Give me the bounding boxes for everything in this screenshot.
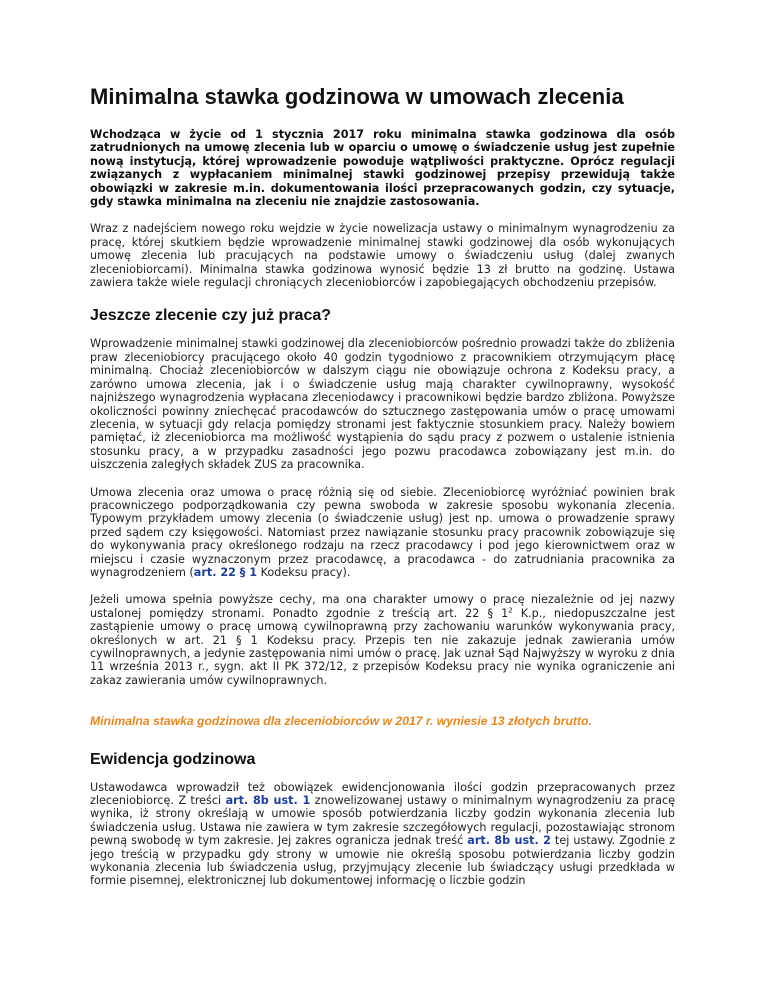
text-span: Jeżeli umowa spełnia powyższe cechy, ma ona charakter umowy o pracę niezależnie od jej nazwy ustalonej pomiędzy stronami. Ponadto zgodnie z treścią art. 22 § 1 [90, 593, 675, 620]
section-heading-1: Jeszcze zlecenie czy już praca? [90, 307, 332, 325]
text-span: tej ustawy. Zgodnie z jego treścią w przypadku gdy strony w umowie nie określą sposobu potwierdzania liczby godzin wykonania zlecenia lub świadczenia usług, przyjmujący zlecenie lub świadczący usługi przedkłada w formie pisemnej, elektronicznej lub dokumentowej informację o liczbie godzin [90, 834, 675, 888]
section1-paragraph-1: Wprowadzenie minimalnej stawki godzinowej dla zleceniobiorców pośrednio prowadzi także do zbliżenia praw zleceniobiorcy pracującego około 40 godzin tygodniowo z pracownikiem otrzymującym płacę minimalną. Chociaż zleceniobiorców w dalszym ciągu nie obowiązuje ochrona z Kodeksu pracy, a zarówno umowa zlecenia, jak i o świadczenie usług mają charakter cywilnoprawny, wysokość najniższego wynagrodzenia wypłacana zleceniodawcy i pracownikowi będzie bardzo zbliżona. Powyższe okoliczności powinny zniechęcać pracodawców do sztucznego zastępowania umów o pracę umowami zlecenia, w sytuacji gdy relacja pomiędzy stronami jest faktycznie stosunkiem pracy. Należy bowiem pamiętać, iż zleceniobiorca ma możliwość wystąpienia do sądu pracy z pozwem o ustalenie istnienia stosunku pracy, a w przypadku zasadności jego pozwu pracodawca zobowiązany jest m.in. do uiszczenia zaległych składek ZUS za pracownika. [90, 337, 675, 472]
law-link-art8b-ust1[interactable]: art. 8b ust. 1 [225, 794, 311, 808]
article [90, 84, 675, 888]
section-heading-2: Ewidencja godzinowa [90, 750, 256, 768]
text-span: K.p., niedopuszczalne jest zastąpienie umowy o pracę umową cywilnoprawną przy zachowaniu warunków wykonywania pracy, określonych w art. 21 § 1 Kodeksu pracy. Przepis ten nie zakazuje jednak zawierania umów cywilnoprawnych, a jedynie zastępowania nimi umów o pracę. Jak uznał Sąd Najwyższy w wyroku z dnia 11 września 2013 r., sygn. akt II PK 372/12, z przepisów Kodeksu pracy nie wynika ograniczenie ani zakaz zawierania umów cywilnoprawnych. [90, 606, 675, 687]
intro-paragraph: Wraz z nadejściem nowego roku wejdzie w życie nowelizacja ustawy o minimalnym wynagrodzeniu za pracę, której skutkiem będzie wprowadzenie minimalnej stawki godzinowej dla osób wykonujących umowę zlecenia lub pracujących na podstawie umowy o świadczeniu usług (dalej zwanych zleceniobiorcami). Minimalna stawka godzinowa wynosić będzie 13 zł brutto na godzinę. Ustawa zawiera także wiele regulacji chroniących zleceniobiorców i zapobiegających obchodzeniu przepisów. [90, 222, 675, 290]
section1-paragraph-3 [90, 593, 675, 687]
lead-paragraph: Wchodząca w życie od 1 stycznia 2017 roku minimalna stawka godzinowa dla osób zatrudnionych na umowę zlecenia lub w oparciu o umowę o świadczenie usług jest zupełnie nową instytucją, której wprowadzenie powoduje wątpliwości praktyczne. Oprócz regulacji związanych z wypłacaniem minimalnej stawki godzinowej przepisy przewidują także obowiązki w zakresie m.in. dokumentowania ilości przepracowanych godzin, czy sytuacje, gdy stawka minimalna na zleceniu nie znajdzie zastosowania. [90, 128, 675, 209]
text-span: Ustawodawca wprowadził też obowiązek ewidencjonowania ilości godzin przepracowanych przez zleceniobiorcę. Z treści [90, 780, 675, 808]
superscript: 2 [508, 606, 513, 615]
text-span: Kodeksu pracy). [257, 565, 351, 579]
highlight-callout: Minimalna stawka godzinowa dla zleceniobiorców w 2017 r. wyniesie 13 złotych brutto. [90, 714, 592, 729]
page-title: Minimalna stawka godzinowa w umowach zlecenia [90, 84, 624, 109]
section1-paragraph-2 [90, 486, 675, 580]
law-link-art8b-ust2[interactable]: art. 8b ust. 2 [467, 834, 551, 848]
law-link-art22[interactable]: art. 22 § 1 [193, 565, 258, 579]
text-span: znowelizowanej ustawy o minimalnym wynagrodzeniu za pracę wynika, iż strony określają w umowie sposób potwierdzania liczby godzin wykonania zlecenia lub świadczenia usług. Ustawa nie zawiera w tym zakresie szczegółowych regulacji, pozostawiając stronom pewną swobodę w tym zakresie. Jej zakres ogranicza jednak treść [90, 794, 675, 848]
section2-paragraph-1 [90, 781, 675, 888]
text-span: Umowa zlecenia oraz umowa o pracę różnią się od siebie. Zleceniobiorcę wyróżniać powinien brak pracowniczego podporządkowania czy pewna swoboda w zakresie sposobu wykonania zlecenia. Typowym przykładem umowy zlecenia (o świadczenie usług) jest np. umowa o prowadzenie sprawy przed sądem czy księgowości. Natomiast przez nawiązanie stosunku pracy pracownik zobowiązuje się do wykonywania pracy określonego rodzaju na rzecz pracodawcy i pod jego kierownictwem oraz w miejscu i czasie wyznaczonym przez pracodawcę, a pracodawca - do zatrudniania pracownika za wynagrodzeniem ( [90, 485, 675, 579]
